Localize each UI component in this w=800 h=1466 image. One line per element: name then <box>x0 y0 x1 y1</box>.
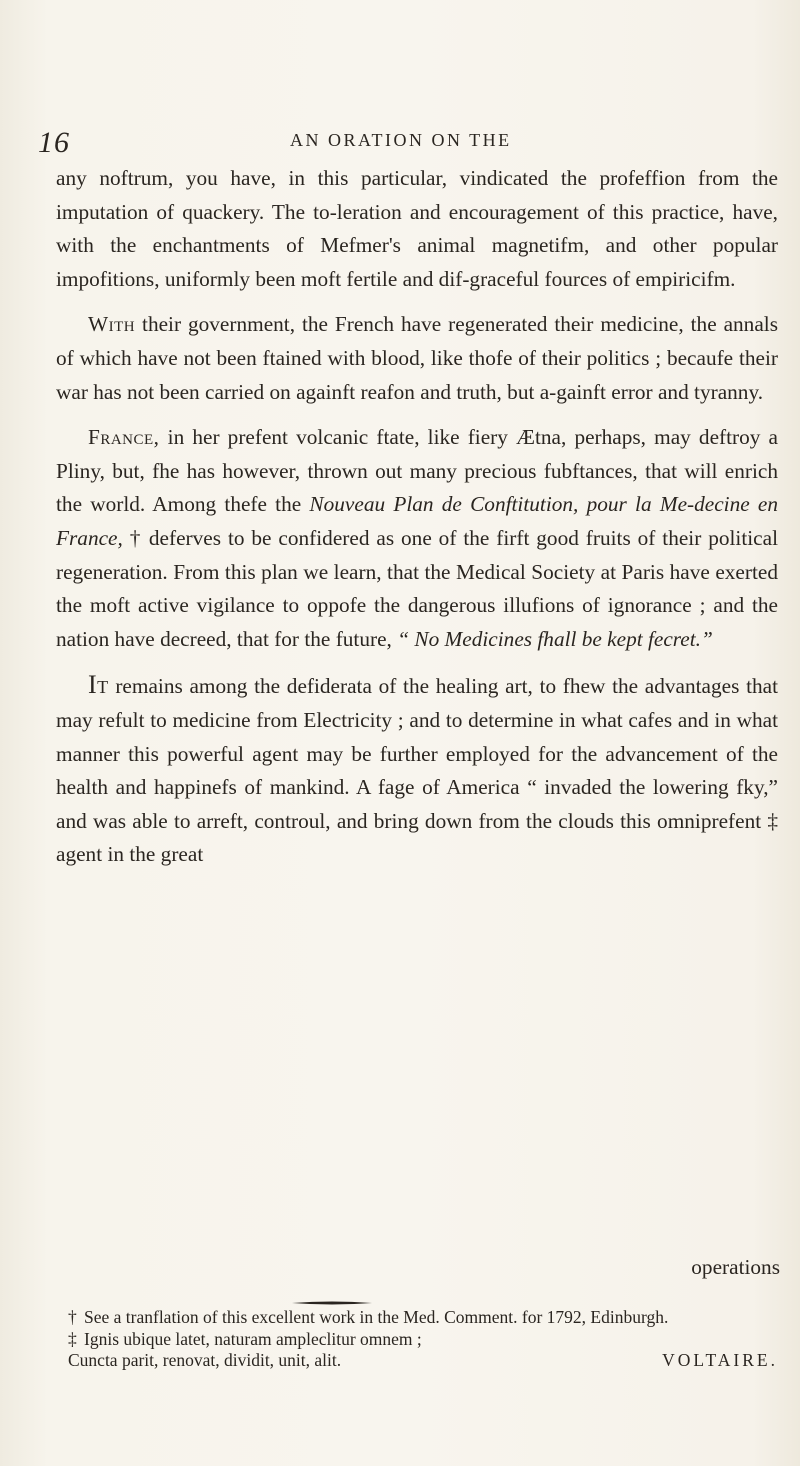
paragraph-4-continued: and was able to arreft, controul, and bring down from the clouds this omniprefent <box>56 808 762 833</box>
paragraph-3-text: in her prefent volcanic ftate, like fiery Ætna, perhaps, may deftroy a Pliny, but, fhe has however, thrown out many precious fubftances, that will enrich the world. Among thefe the <box>56 425 779 517</box>
footnote-rule-ornament <box>290 1300 374 1306</box>
footnote-1-text: See a tranflation of this excellent work in the Med. Comment. for 1792, Edinburgh. <box>84 1307 669 1327</box>
footnote-1-mark: † <box>68 1307 77 1327</box>
paragraph-2-text: their government, the French have regenerated their medicine, the annals of which have not been ftained with blood, like thofe of their politics ; becaufe their war has not been carried on againft reafon and truth, but a-gainft error and tyranny. <box>56 312 778 404</box>
footnotes <box>68 1307 778 1372</box>
lead-word-it: It <box>88 670 109 700</box>
paragraph-1-text: any noftrum, you have, in this particular, vindicated the profeffion from the imputation of quackery. The to-leration and encouragement of this practice, have, with the enchantments of Mefmer's animal magnetifm, and other popular impofitions, uniformly been moft fertile and dif-graceful fources of empiricifm. <box>56 166 778 291</box>
footnote-2-second-line <box>68 1350 778 1372</box>
footnote-2 <box>68 1329 778 1351</box>
footnote-2-attribution: VOLTAIRE. <box>662 1350 778 1370</box>
paragraph-3-continued: deferves to be confidered as one of the firft good fruits of their political regeneration. From this plan we learn, that the Medical Society at Paris have exerted the moft active vigilance to oppofe the dangerous illufions of ignorance ; and the nation have decreed, that for the future, <box>56 525 779 651</box>
paragraph-4-end: agent in the great <box>56 842 204 867</box>
paragraph-2 <box>56 308 778 409</box>
lead-word-with: With <box>88 312 136 337</box>
running-head <box>38 126 798 160</box>
dagger-mark: † <box>129 525 142 550</box>
lead-word-france: France, <box>88 425 160 450</box>
page-number: 16 <box>38 126 70 159</box>
footnote-2-line1: Ignis ubique latet, naturam ampleclitur omnem ; <box>84 1328 422 1349</box>
body-text <box>56 162 778 872</box>
footnote-2-line2: Cuncta parit, renovat, dividit, unit, alit. <box>68 1350 342 1370</box>
footnote-1 <box>68 1307 778 1329</box>
paragraph-3 <box>56 421 778 656</box>
paragraph-4-text: remains among the defiderata of the healing art, to fhew the advantages that may refult to medicine from Electricity ; and to determine in what cafes and in what manner this powerful agent may be further employed for the advancement of the health and happinefs of mankind. A fage of America <box>56 674 778 800</box>
double-dagger-mark: ‡ <box>767 808 778 833</box>
italic-decree: “ No Medicines fhall be kept fecret.” <box>397 626 713 651</box>
paragraph-1 <box>56 162 778 296</box>
paragraph-4 <box>56 668 778 872</box>
quote-invaded: “ invaded the lowering fky,” <box>527 775 779 800</box>
running-title: AN ORATION ON THE <box>290 130 512 150</box>
footnote-2-mark: ‡ <box>68 1328 77 1349</box>
italic-work-title: Nouveau Plan de Conftitution, pour la Me-decine en France, <box>56 492 779 550</box>
catchword: operations <box>691 1255 780 1279</box>
